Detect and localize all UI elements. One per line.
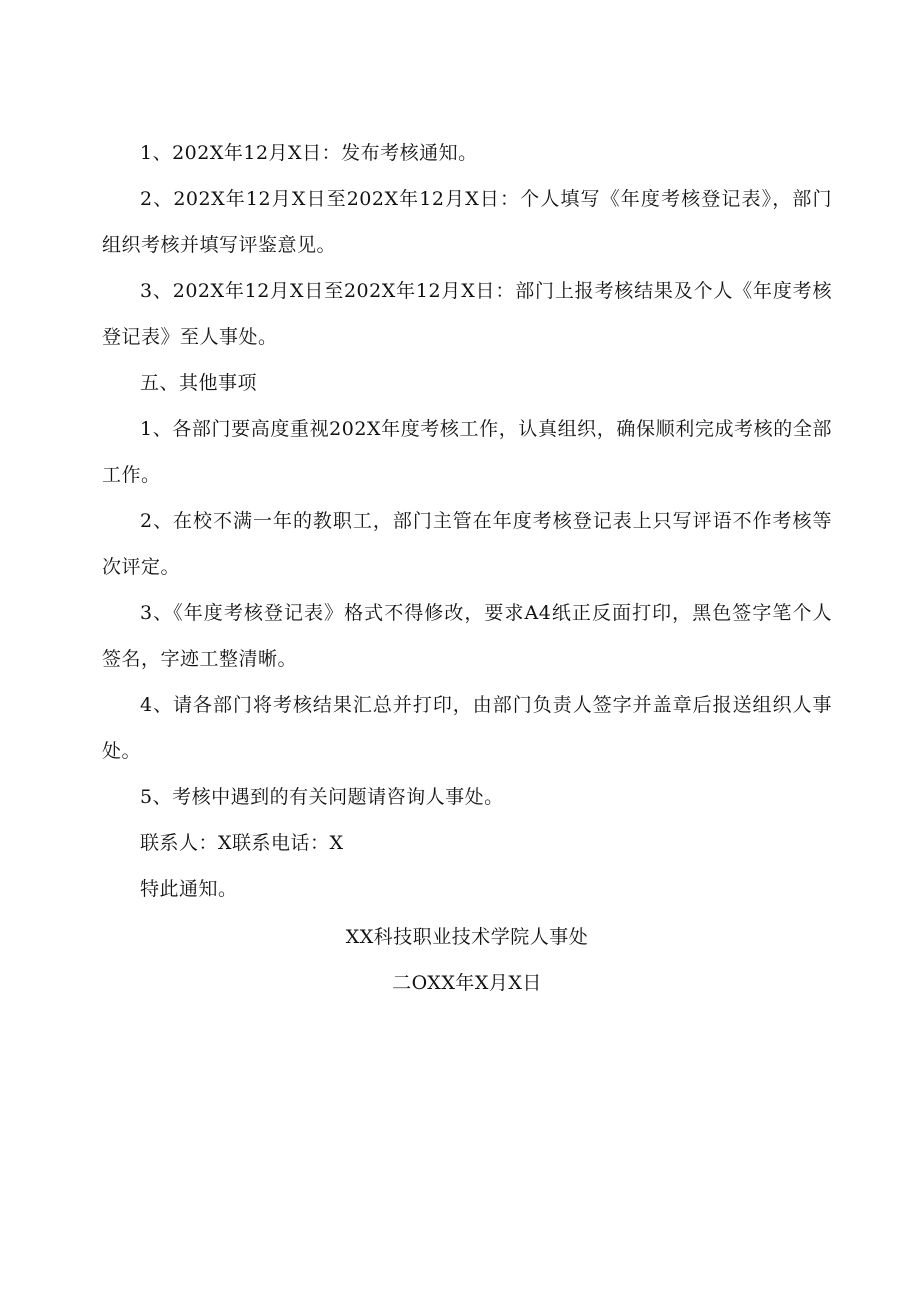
schedule-item-2: 2、202X年12月X日至202X年12月X日：个人填写《年度考核登记表》，部门组织考核并填写评鉴意见。 xyxy=(102,188,832,256)
other-matter-1: 1、各部门要高度重视202X年度考核工作，认真组织，确保顺利完成考核的全部工作。 xyxy=(102,418,832,486)
other-matter-2: 2、在校不满一年的教职工，部门主管在年度考核登记表上只写评语不作考核等次评定。 xyxy=(102,510,832,578)
other-matter-4: 4、请各部门将考核结果汇总并打印，由部门负责人签字并盖章后报送组织人事处。 xyxy=(102,694,832,762)
closing-remark: 特此通知。 xyxy=(140,878,238,900)
contact-line: 联系人：X联系电话：X xyxy=(140,832,344,854)
section-heading-other-matters: 五、其他事项 xyxy=(140,372,258,394)
other-matter-5: 5、考核中遇到的有关问题请咨询人事处。 xyxy=(140,786,504,808)
schedule-item-1: 1、202X年12月X日：发布考核通知。 xyxy=(140,142,478,164)
signature-date: 二OXX年X月X日 xyxy=(392,972,542,994)
schedule-item-3: 3、202X年12月X日至202X年12月X日：部门上报考核结果及个人《年度考核登记表》至人事处。 xyxy=(102,280,832,348)
document-body xyxy=(102,130,832,1006)
other-matter-3: 3、《年度考核登记表》格式不得修改，要求A4纸正反面打印，黑色签字笔个人签名，字迹工整清晰。 xyxy=(102,602,832,670)
signature-organization: XX科技职业技术学院人事处 xyxy=(345,926,589,948)
